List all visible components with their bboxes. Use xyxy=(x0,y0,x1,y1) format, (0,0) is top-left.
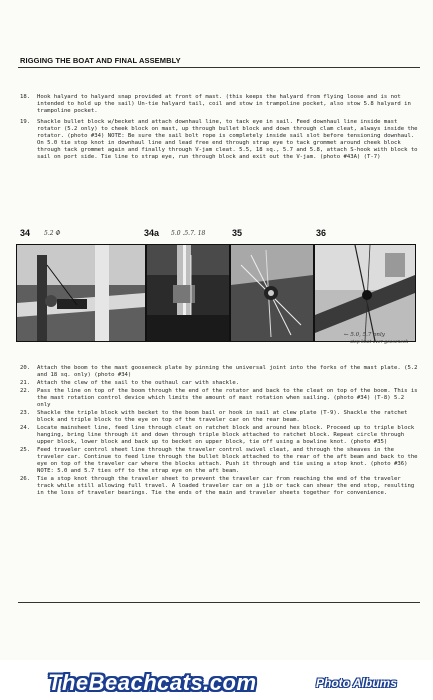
photo-34-note: 5.2 Φ xyxy=(44,230,61,237)
photo-34 xyxy=(16,244,146,342)
title-divider xyxy=(18,67,420,68)
photo-row xyxy=(14,228,418,348)
steps-top xyxy=(20,94,418,165)
step-item xyxy=(20,410,418,424)
step-text: Attach the clew of the sail to the outhaul car with shackle. xyxy=(37,380,240,386)
step-text: Shackle bullet block w/becket and attach downhaul line, to tack eye in sail. Feed downhaul line inside mast rotator (5.2 only) to cheek block on mast, up through bullet block and down through clam cleat, always inside the rotator. (photo #34) NOTE: Be sure the sail bolt rope is completely inside sail slot before tensioning downhaul. On 5.0 tie stop knot in downhaul line and lead free end through strap eye to tack grommet around cheek block through tack grommet again and finally through V-jam cleat. 5.5, 18 sq., 5.7 and 5.8, attach S-hook with block to sail on port side. Tie line to strap eye, run through block and exit out the V-jam. (photo #43A) (T-7) xyxy=(37,119,418,160)
step-number: 22. xyxy=(20,388,31,394)
photo-36-label: 36 xyxy=(316,228,327,238)
step-item xyxy=(20,119,418,161)
step-number: 24. xyxy=(20,425,31,431)
step-text: Pass the line on top of the boom through the end of the rotator and back to the cleat on top of the boom. This is the mast rotation control device which limits the amount of mast rotation when sailing. (photo #34) (T-8) 5.2 only xyxy=(37,388,418,408)
photo-35 xyxy=(230,244,314,342)
step-item xyxy=(20,388,418,409)
page-title: RIGGING THE BOAT AND FINAL ASSEMBLY xyxy=(20,56,181,65)
photo-36-caption-2: stop knot over gooseneck xyxy=(350,340,409,345)
photo-34a-note: 5.0 .5.7. 18 xyxy=(171,230,206,237)
photo-36-caption: ← 5.0, 5.7 only xyxy=(344,332,385,338)
step-item xyxy=(20,447,418,475)
step-text: Tie a stop knot through the traveler sheet to prevent the traveler car from reaching the end of the traveler track while still allowing full travel. A loaded traveler car on a jib or tack can shear the end stop, resulting in the loss of traveler bearings. Tie the ends of the main and traveler sheets together for convenience. xyxy=(37,476,415,496)
photo-35-label: 35 xyxy=(232,228,243,238)
step-item xyxy=(20,94,418,115)
photo-albums-link[interactable]: Photo Albums xyxy=(316,676,397,690)
watermark-footer xyxy=(0,660,433,700)
step-item xyxy=(20,380,418,387)
step-number: 25. xyxy=(20,447,31,453)
step-item xyxy=(20,476,418,497)
step-text: Feed traveler control sheet line through the traveler control swivel cleat, and through the sheaves in the traveler car. Continue to feed line through the bullet block attached to the rear of the aft beam and back to the eye on top of the traveler car where the blocks attach. Push it through and tie using a stop knot. (photo #36) NOTE: 5.0 and 5.7 ties off to the strap eye on the aft beam. xyxy=(37,447,418,474)
photo-34-label: 34 xyxy=(20,228,31,238)
photo-36 xyxy=(314,244,416,342)
steps-bottom xyxy=(20,365,418,498)
step-text: Hook halyard to halyard snap provided at front of mast. (this keeps the halyard from flying loose and is not intended to hold up the sail) Un-tie halyard tail, coil and stow in trampoline pocket, also stow 5.8 halyard in trampoline pocket. xyxy=(37,94,411,114)
step-number: 19. xyxy=(20,119,31,125)
step-text: Shackle the triple block with becket to the boom bail or hook in sail at clew plate (T-9). Shackle the ratchet block and triple block to the eye on top of the traveler car on the rear beam. xyxy=(37,410,408,423)
step-number: 23. xyxy=(20,410,31,416)
bottom-divider xyxy=(18,602,420,603)
site-logo[interactable]: TheBeachcats.com xyxy=(48,670,257,695)
photo-34a-label: 34a xyxy=(144,228,160,238)
photo-34a xyxy=(146,244,230,342)
step-number: 20. xyxy=(20,365,31,371)
step-number: 26. xyxy=(20,476,31,482)
step-number: 18. xyxy=(20,94,31,100)
step-number: 21. xyxy=(20,380,31,386)
step-item xyxy=(20,365,418,379)
step-text: Attach the boom to the mast gooseneck plate by pinning the universal joint into the forks of the mast plate. (5.2 and 18 sq. only) (photo #34) xyxy=(37,365,418,378)
step-text: Locate mainsheet line, feed line through cleat on ratchet block and around hex block. Proceed up to triple block hanging, bring line through it and down through triple block attached to ratchet block. Repeat circle through upper block, lower block and back up to becket on upper block, tie off using a bowline knot. (photo #35) xyxy=(37,425,415,445)
step-item xyxy=(20,425,418,446)
